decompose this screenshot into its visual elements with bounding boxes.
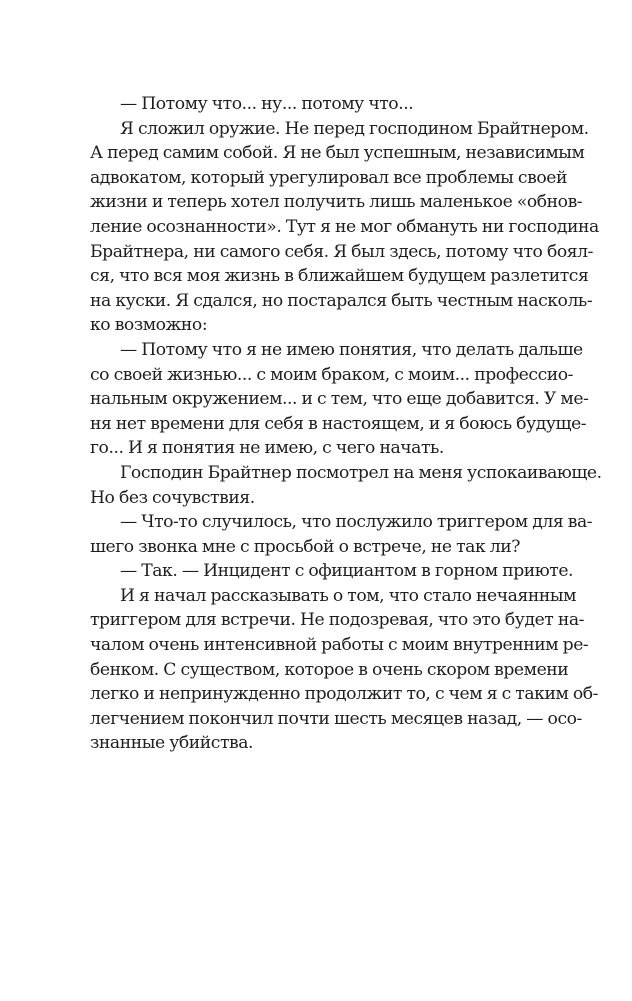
text-line: жизни и теперь хотел получить лишь маленькое «обнов- (90, 192, 583, 213)
text-line: Я сложил оружие. Не перед господином Брайтнером. (120, 118, 589, 139)
text-line: Но без сочувствия. (90, 487, 255, 508)
text-line: ко возможно: (90, 315, 208, 336)
text-line: знанные убийства. (90, 733, 254, 754)
text-line: — Потому что я не имею понятия, что делать дальше (120, 339, 583, 360)
text-line: — Потому что... ну... потому что... (120, 94, 414, 114)
text-line: Господин Брайтнер посмотрел на меня успокаивающе. (120, 462, 602, 483)
text-line: нальным окружением... и с тем, что еще добавится. У ме- (90, 389, 589, 410)
text-line: ся, что вся моя жизнь в ближайшем будущем разлетится (90, 266, 589, 287)
text-line: со своей жизнью... с моим браком, с моим... профессио- (90, 364, 574, 385)
text-line: — Так. — Инцидент с официантом в горном приюте. (120, 561, 574, 582)
text-line: триггером для встречи. Не подозревая, что это будет на- (90, 610, 585, 631)
text-line: ление осознанности». Тут я не мог обмануть ни господина (90, 216, 599, 237)
text-line: на куски. Я сдался, но постарался быть честным насколь- (90, 290, 593, 311)
text-line: легко и непринужденно продолжит то, с чем я с таким об- (90, 684, 599, 705)
text-line: легчением покончил почти шесть месяцев назад, — осо- (90, 708, 582, 729)
text-line: адвокатом, который урегулировал все проблемы своей (90, 167, 567, 188)
text-line: бенком. С существом, которое в очень скором времени (90, 659, 569, 680)
text-line: ня нет времени для себя в настоящем, и я боюсь будуще- (90, 413, 587, 434)
text-line: Брайтнера, ни самого себя. Я был здесь, потому что боял- (90, 241, 593, 262)
text-line: — Что-то случилось, что послужило триггером для ва- (120, 512, 593, 533)
text-line: чалом очень интенсивной работы с моим внутренним ре- (90, 635, 589, 656)
text-line: шего звонка мне с просьбой о встрече, не так ли? (90, 536, 521, 557)
text-line: А перед самим собой. Я не был успешным, независимым (90, 143, 585, 164)
text-line: И я начал рассказывать о том, что стало нечаянным (120, 585, 576, 606)
body-text (90, 92, 602, 756)
text-line: го... И я понятия не имею, с чего начать. (90, 438, 444, 459)
